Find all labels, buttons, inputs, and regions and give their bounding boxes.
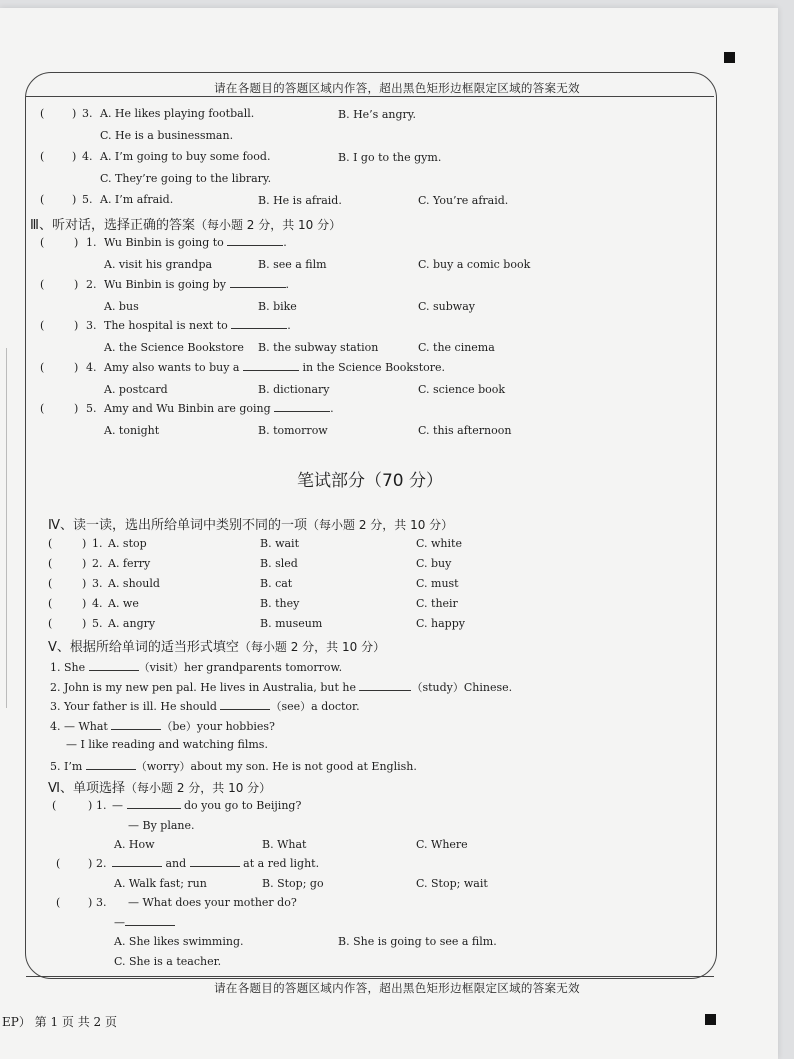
question-number: 4. — [92, 597, 103, 610]
part6-title: Ⅵ、单项选择（每小题 2 分，共 10 分） — [48, 781, 272, 796]
option-a: A. Walk fast; run — [114, 877, 207, 890]
question-number: 4. — [86, 360, 97, 374]
question-number: 5. — [86, 402, 97, 415]
option-b: B. dictionary — [258, 382, 330, 396]
part5-line-4: 4. — What （be）your hobbies? — [50, 720, 275, 733]
option-b: B. Stop; go — [262, 877, 324, 890]
question-number: 1. — [92, 537, 103, 550]
option-b: B. the subway station — [258, 341, 379, 354]
notice-divider-bottom — [26, 976, 714, 977]
option-b: B. She is going to see a film. — [338, 935, 497, 948]
part4-title: Ⅳ、读一读，选出所给单词中类别不同的一项（每小题 2 分，共 10 分） — [48, 518, 454, 533]
option-c: C. happy — [416, 617, 465, 630]
written-part-title: 笔试部分（70 分） — [296, 471, 444, 491]
option-c: C. subway — [418, 299, 475, 313]
option-a: A. the Science Bookstore — [104, 341, 244, 354]
option-c: C. She is a teacher. — [114, 955, 222, 968]
option-a: A. He likes playing football. — [100, 107, 255, 120]
corner-mark-top — [724, 52, 735, 63]
question-number: 2. — [92, 557, 103, 570]
option-a: A. bus — [104, 299, 139, 313]
option-b: B. cat — [260, 577, 293, 590]
option-b: B. wait — [260, 537, 299, 550]
option-c: C. buy — [416, 557, 452, 570]
option-c: C. their — [416, 597, 458, 610]
option-c: C. this afternoon — [418, 424, 512, 437]
option-c: C. Stop; wait — [416, 877, 488, 890]
question-stem: — do you go to Beijing? — [112, 799, 302, 812]
option-a: A. I’m afraid. — [100, 193, 174, 206]
option-a: A. should — [108, 577, 160, 590]
part5-line-2: 2. John is my new pen pal. He lives in Australia, but he （study）Chinese. — [50, 681, 513, 694]
question-stem: Amy and Wu Binbin are going . — [104, 402, 334, 415]
part5-line-6: 5. I’m （worry）about my son. He is not good at English. — [50, 760, 417, 773]
option-c: C. science book — [418, 382, 506, 396]
question-stem: — What does your mother do? — [128, 896, 297, 909]
question-stem: The hospital is next to . — [104, 319, 291, 332]
option-a: A. She likes swimming. — [114, 935, 244, 948]
option-b: B. see a film — [258, 258, 327, 271]
option-c: C. buy a comic book — [418, 258, 531, 271]
part5-line-5: — I like reading and watching films. — [66, 738, 268, 751]
option-c: C. He is a businessman. — [100, 129, 234, 142]
part5-line-3: 3. Your father is ill. He should （see）a doctor. — [50, 700, 360, 713]
page-footer: EP） 第 1 页 共 2 页 — [2, 1015, 117, 1029]
question-number: 5. — [92, 617, 103, 630]
option-c: C. must — [416, 577, 459, 590]
option-b: B. museum — [260, 617, 323, 630]
notice-divider-top — [26, 96, 714, 97]
question-number: 3. — [86, 319, 97, 332]
option-c: C. They’re going to the library. — [100, 172, 272, 185]
part3-title: Ⅲ、听对话，选择正确的答案（每小题 2 分，共 10 分） — [30, 218, 342, 233]
option-b: B. What — [262, 838, 307, 851]
option-a: A. tonight — [104, 424, 160, 437]
question-number: 2. — [86, 277, 97, 291]
part5-title: Ⅴ、根据所给单词的适当形式填空（每小题 2 分，共 10 分） — [48, 640, 386, 655]
option-c: C. Where — [416, 838, 468, 851]
question-stem: Wu Binbin is going by . — [104, 277, 289, 291]
reply-blank: — — [114, 916, 175, 929]
question-number: 1. — [86, 236, 97, 249]
question-stem: Amy also wants to buy a in the Science Bookstore. — [104, 360, 446, 374]
option-b: B. sled — [260, 557, 298, 570]
notice-bottom: 请在各题目的答题区域内作答，超出黑色矩形边框限定区域的答案无效 — [214, 981, 580, 995]
question-stem: Wu Binbin is going to . — [104, 236, 287, 249]
option-a: A. visit his grandpa — [104, 258, 213, 271]
option-a: A. postcard — [104, 382, 168, 396]
option-a: A. we — [108, 597, 139, 610]
option-a: A. stop — [108, 537, 147, 550]
option-b: B. I go to the gym. — [338, 151, 442, 164]
option-b: B. tomorrow — [258, 424, 328, 437]
option-a: A. ferry — [108, 557, 151, 570]
question-stem: and at a red light. — [112, 857, 319, 870]
corner-mark-bottom — [705, 1014, 716, 1025]
option-c: C. You’re afraid. — [418, 194, 509, 207]
question-number: 3. — [92, 577, 103, 590]
option-c: C. white — [416, 537, 462, 550]
option-a: A. angry — [108, 617, 156, 630]
part5-line-1: 1. She （visit）her grandparents tomorrow. — [50, 661, 343, 674]
page-edge — [0, 348, 7, 708]
option-a: A. How — [114, 838, 155, 851]
notice-top: 请在各题目的答题区域内作答，超出黑色矩形边框限定区域的答案无效 — [214, 81, 580, 95]
option-c: C. the cinema — [418, 341, 495, 354]
option-b: B. they — [260, 597, 300, 610]
option-a: A. I’m going to buy some food. — [100, 150, 271, 163]
option-b: B. bike — [258, 299, 297, 313]
option-b: B. He is afraid. — [258, 194, 342, 207]
option-b: B. He’s angry. — [338, 108, 417, 121]
